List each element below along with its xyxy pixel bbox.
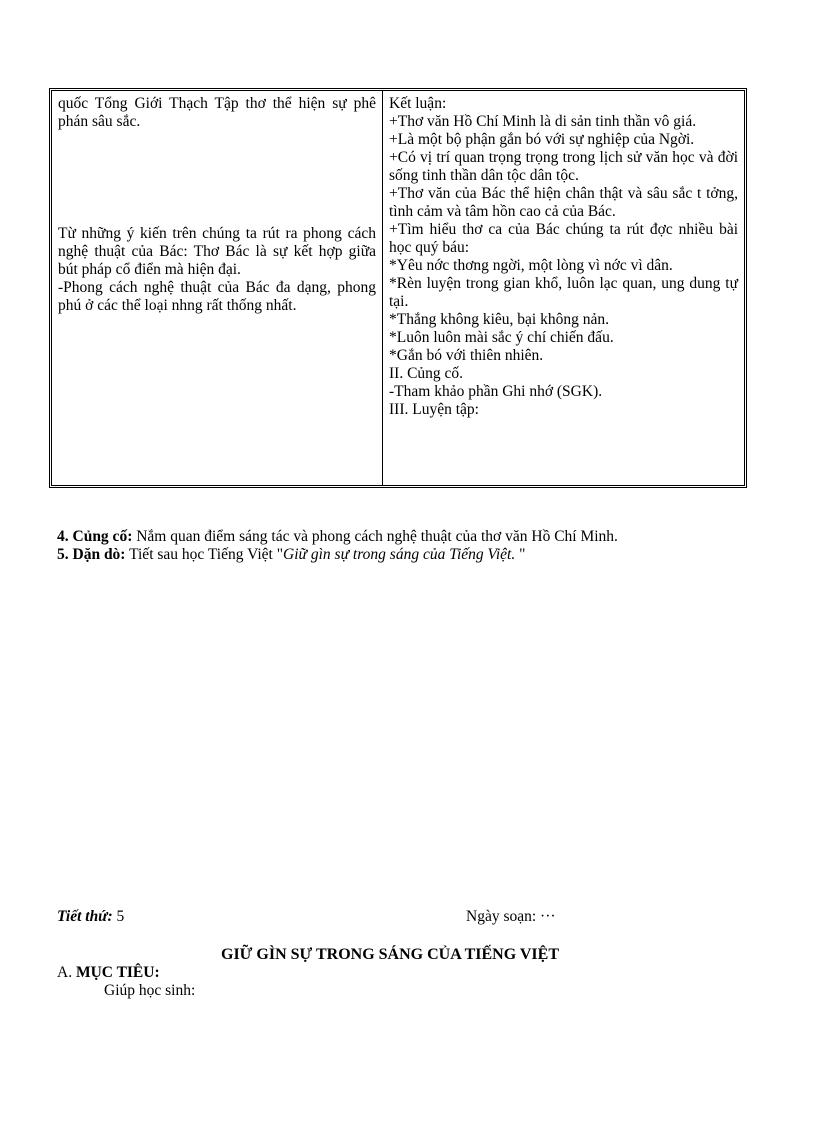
table-left-column bbox=[52, 91, 383, 485]
right-line: II. Củng cố. bbox=[389, 365, 464, 382]
right-line: Kết luận: bbox=[389, 95, 447, 112]
section-a-line bbox=[57, 964, 160, 982]
left-paragraph-2: Từ những ý kiến trên chúng ta rút ra phong cách nghệ thuật của Bác: Thơ Bác là sự kết hợp giữa bút pháp cổ điển mà hiện đại. bbox=[58, 225, 376, 278]
section-4-text: Nắm quan điểm sáng tác và phong cách nghệ thuật của thơ văn Hồ Chí Minh. bbox=[132, 528, 618, 545]
left-paragraph-1: quốc Tổng Giới Thạch Tập thơ thể hiện sự phê phán sâu sắc. bbox=[58, 95, 376, 130]
right-line: +Tìm hiểu thơ ca của Bác chúng ta rút đợc nhiều bài học quý báu: bbox=[389, 221, 738, 256]
table-right-column bbox=[383, 91, 744, 485]
section-5-text: Tiết sau học Tiếng Việt " bbox=[125, 546, 284, 563]
lesson-number: 5 bbox=[112, 908, 125, 925]
section-a-label: MỤC TIÊU: bbox=[75, 964, 160, 981]
right-line: +Thơ văn Hồ Chí Minh là di sản tinh thần vô giá. bbox=[389, 113, 697, 130]
right-line: *Luôn luôn mài sắc ý chí chiến đấu. bbox=[389, 329, 614, 346]
right-line: +Có vị trí quan trọng trọng trong lịch sử văn học và đời sống tinh thần dân tộc dân tộc. bbox=[389, 149, 738, 184]
section-4-line bbox=[57, 528, 618, 546]
date-label: Ngày soạn: ··· bbox=[466, 908, 556, 925]
right-line: *Yêu nớc thơng ngời, một lòng vì nớc vì dân. bbox=[389, 257, 673, 274]
section-a-prefix: A. bbox=[57, 964, 73, 981]
section-5-end: " bbox=[515, 546, 526, 563]
lesson-label: Tiết thứ: bbox=[57, 908, 113, 925]
left-paragraph-3: -Phong cách nghệ thuật của Bác đa dạng, phong phú ở các thể loại nhng rất thống nhất. bbox=[58, 279, 376, 314]
lesson-title: GIỮ GÌN SỰ TRONG SÁNG CỦA TIẾNG VIỆT bbox=[221, 946, 559, 963]
right-line: +Thơ văn của Bác thể hiện chân thật và sâu sắc t tởng, tình cảm và tâm hồn cao cả của Bác. bbox=[389, 185, 738, 220]
right-line: *Thắng không kiêu, bại không nản. bbox=[389, 311, 609, 328]
content-table bbox=[49, 88, 747, 488]
section-4-label: 4. Củng cố: bbox=[57, 528, 133, 545]
right-line: *Rèn luyện trong gian khổ, luôn lạc quan, ung dung tự tại. bbox=[389, 275, 738, 310]
intro-text: Giúp học sinh: bbox=[104, 982, 196, 999]
right-line: -Tham khảo phần Ghi nhớ (SGK). bbox=[389, 383, 603, 400]
right-line: III. Luyện tập: bbox=[389, 401, 479, 418]
section-5-italic: Giữ gìn sự trong sáng của Tiếng Việt. bbox=[283, 546, 516, 563]
right-line: +Là một bộ phận gắn bó với sự nghiệp của Ngời. bbox=[389, 131, 695, 148]
right-line: *Gắn bó với thiên nhiên. bbox=[389, 347, 544, 364]
lesson-number-line bbox=[57, 908, 124, 926]
section-5-line bbox=[57, 546, 525, 564]
section-5-label: 5. Dặn dò: bbox=[57, 546, 126, 563]
column-spacer bbox=[58, 131, 376, 225]
